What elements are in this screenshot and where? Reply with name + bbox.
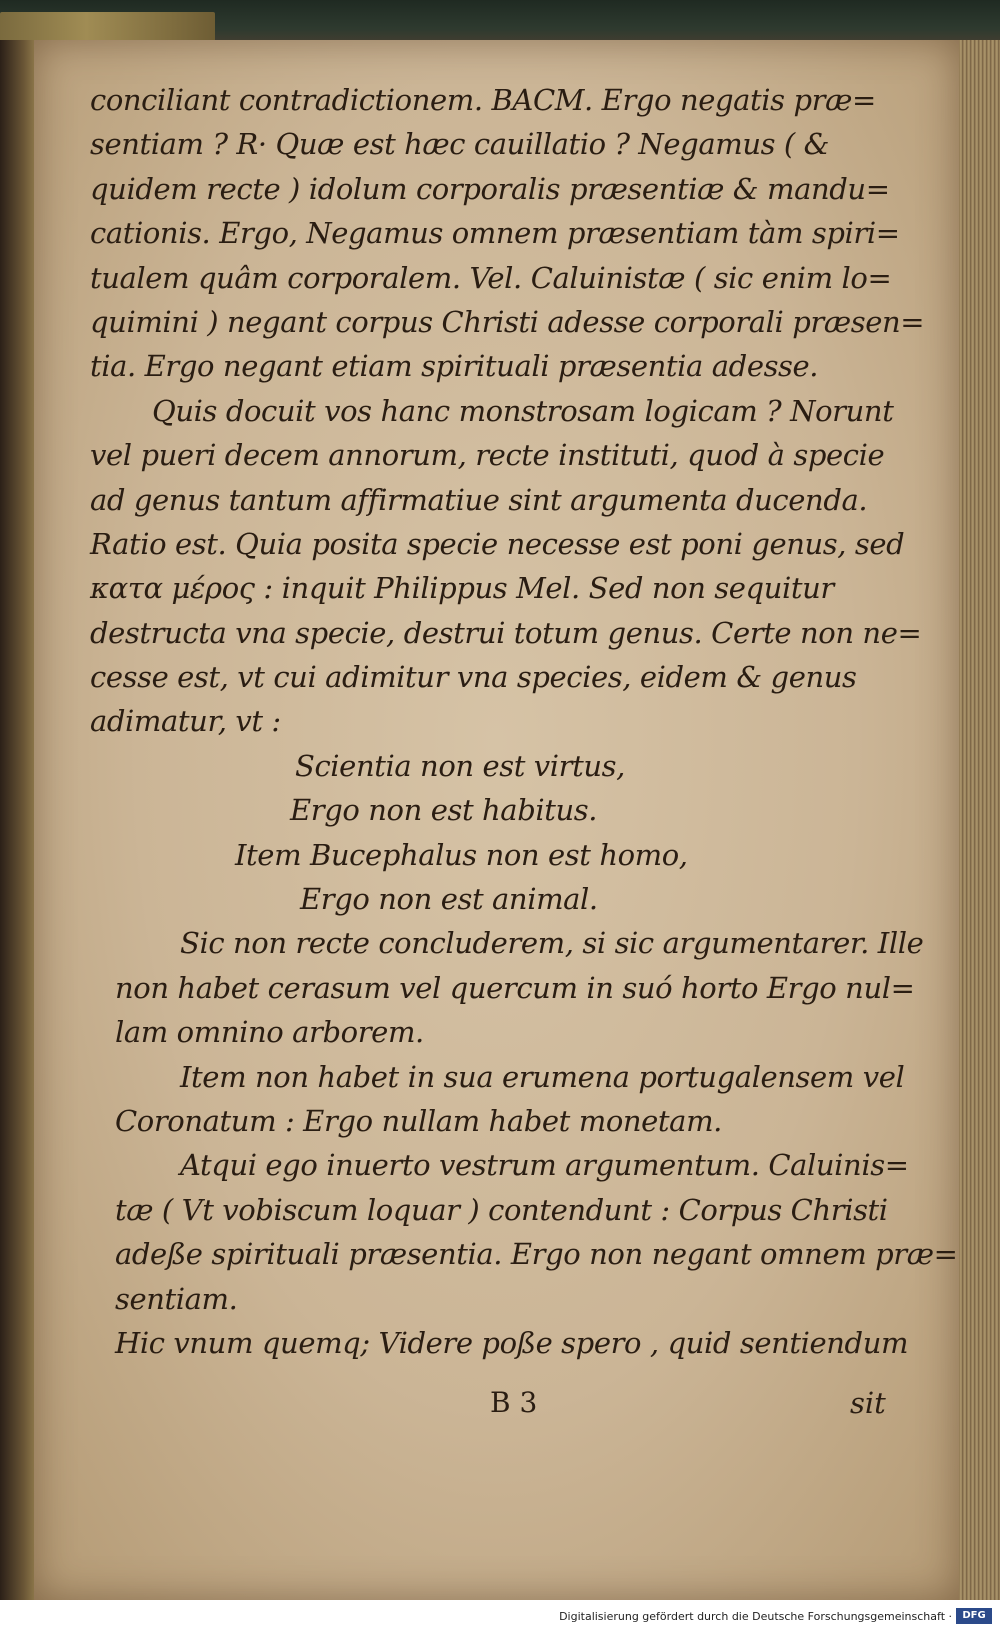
text-line: sentiam. <box>115 1281 238 1316</box>
text-line: quimini ) negant corpus Christi adesse corporali præsen= <box>90 304 925 339</box>
catchword: sit <box>850 1386 886 1420</box>
text-line: ad genus tantum affirmatiue sint argumenta ducenda. <box>90 482 868 517</box>
text-line: Sic non recte concluderem, si sic argumentarer. Ille <box>180 926 924 961</box>
text-line: Ratio est. Quia posita specie necesse est poni genus, sed <box>90 526 905 561</box>
text-line: tia. Ergo negant etiam spirituali præsentia adesse. <box>90 349 819 384</box>
text-line: cationis. Ergo, Negamus omnem præsentiam tàm spiri= <box>90 216 900 251</box>
text-line: destructa vna specie, destrui totum genus. Certe non ne= <box>90 615 922 650</box>
text-line: tæ ( Vt vobiscum loquar ) contendunt : Corpus Christi <box>115 1192 888 1227</box>
dfg-logo: DFG <box>956 1608 992 1624</box>
text-line: tualem quâm corporalem. Vel. Caluinistæ ( sic enim lo= <box>90 260 892 295</box>
text-line: Quis docuit vos hanc monstrosam logicam ? Norunt <box>152 393 894 428</box>
footer-bar <box>0 1600 1000 1631</box>
text-line: conciliant contradictionem. BACM. Ergo negatis præ= <box>90 83 876 117</box>
text-line: cesse est, vt cui adimitur vna species, eidem & genus <box>90 660 857 695</box>
verse-line: Item Bucephalus non est homo, <box>235 837 688 872</box>
text-line: adeße spirituali præsentia. Ergo non negant omnem præ= <box>115 1237 958 1272</box>
text-line: quidem recte ) idolum corporalis præsentiæ & mandu= <box>90 171 890 206</box>
page-text <box>90 78 958 1365</box>
funding-credit: Digitalisierung gefördert durch die Deutsche Forschungsgemeinschaft · <box>559 1610 952 1623</box>
text-line: sentiam ? R· Quæ est hæc cauillatio ? Negamus ( & <box>90 127 830 162</box>
page-edges <box>959 40 1000 1600</box>
verse-line: Ergo non est animal. <box>300 882 598 917</box>
verse-line: Ergo non est habitus. <box>290 793 598 828</box>
text-line: lam omnino arborem. <box>115 1015 424 1050</box>
text-line: vel pueri decem annorum, recte instituti, quod à specie <box>90 438 885 473</box>
text-line: Coronatum : Ergo nullam habet monetam. <box>115 1103 722 1138</box>
text-line: Item non habet in sua erumena portugalensem vel <box>180 1059 905 1094</box>
verse-line: Scientia non est virtus, <box>295 748 625 783</box>
text-line: Atqui ego inuerto vestrum argumentum. Caluinis= <box>180 1148 909 1183</box>
text-line: adimatur, vt : <box>90 704 281 739</box>
signature-mark: B 3 <box>490 1386 538 1419</box>
text-line: κατα μέρος : inquit Philippus Mel. Sed non sequitur <box>90 571 834 606</box>
text-line: non habet cerasum vel quercum in suó horto Ergo nul= <box>115 970 915 1005</box>
text-line: Hic vnum quemq; Videre poße spero , quid sentiendum <box>115 1325 909 1360</box>
facing-page-edge <box>0 40 34 1600</box>
